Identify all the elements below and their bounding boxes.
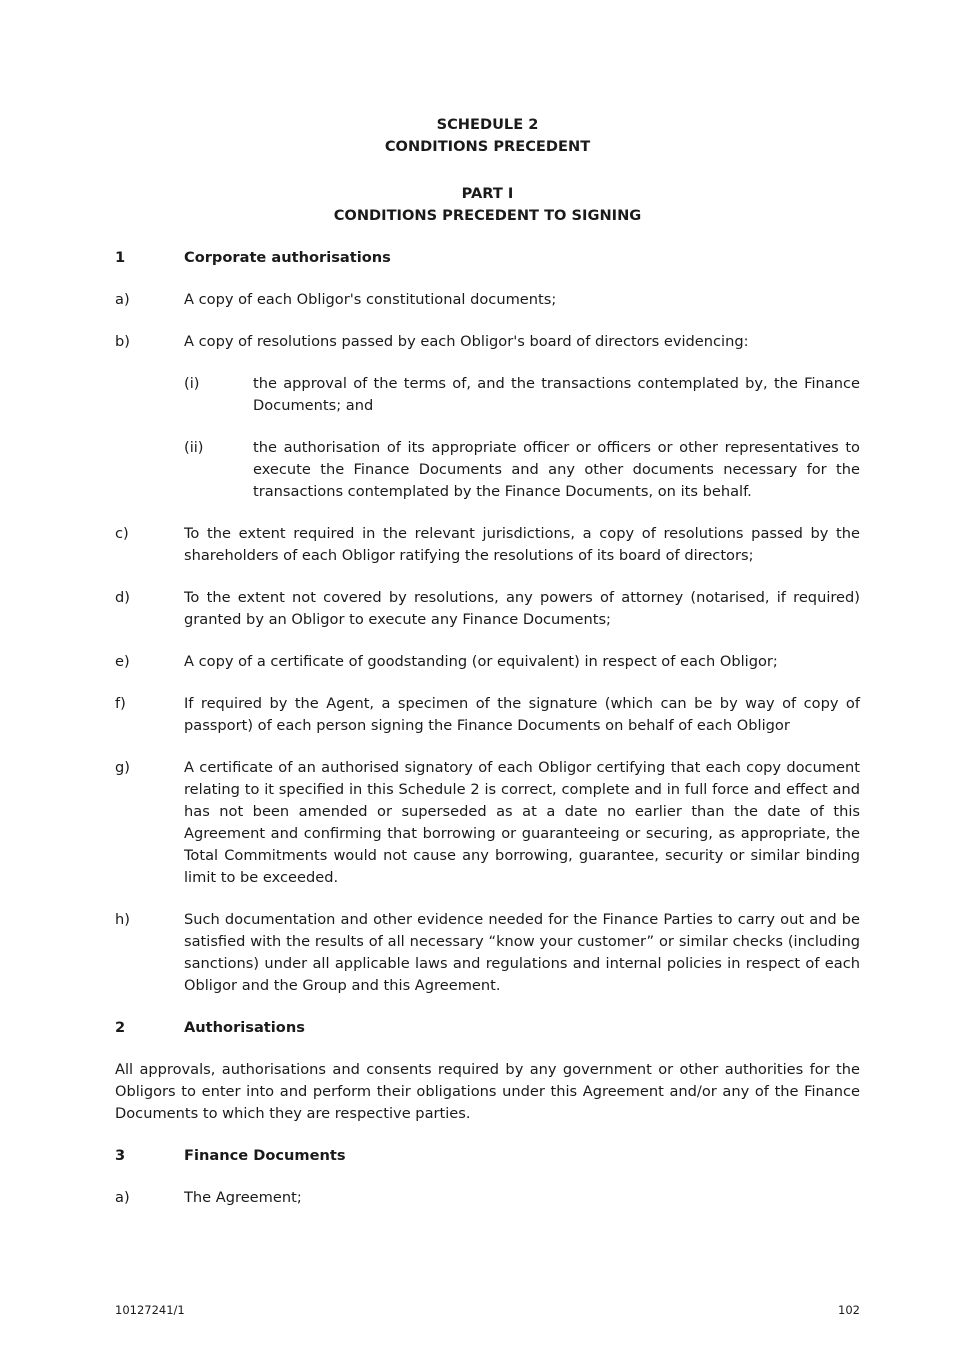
subclause-item — [184, 373, 860, 417]
section-number: 1 — [115, 249, 126, 266]
clause-label: a) — [115, 291, 130, 308]
subclause-label: (i) — [184, 375, 200, 392]
schedule-heading — [115, 114, 860, 158]
clause-item — [115, 289, 860, 311]
section-title: Corporate authorisations — [184, 249, 391, 266]
page-number: 102 — [838, 1303, 860, 1317]
section-paragraph: All approvals, authorisations and consents required by any government or other authorities for the Obligors to enter into and perform their obligations under this Agreement and/or any of the Finance Documents to which they are respective parties. — [115, 1061, 860, 1122]
clause-text: To the extent required in the relevant jurisdictions, a copy of resolutions passed by the shareholders of each Obligor ratifying the resolutions of its board of directors; — [184, 525, 860, 564]
clause-item — [115, 909, 860, 997]
clause-label: g) — [115, 759, 130, 776]
clause-text: A certificate of an authorised signatory of each Obligor certifying that each copy document relating to it specified in this Schedule 2 is correct, complete and in full force and effect and has not been amended or superseded as at a date no earlier than the date of this Agreement and confirming that borrowing or guaranteeing or securing, as appropriate, the Total Commitments would not cause any borrowing, guarantee, security or similar binding limit to be exceeded. — [184, 759, 860, 886]
clause-label: a) — [115, 1189, 130, 1206]
section-number: 3 — [115, 1147, 126, 1164]
section-heading-3 — [115, 1145, 860, 1167]
section-title: Finance Documents — [184, 1147, 346, 1164]
clause-item — [115, 523, 860, 567]
part-title: CONDITIONS PRECEDENT TO SIGNING — [333, 207, 642, 224]
document-page — [115, 114, 860, 1229]
section-number: 2 — [115, 1019, 126, 1036]
section-heading-1 — [115, 247, 860, 269]
clause-item — [115, 651, 860, 673]
schedule-number: SCHEDULE 2 — [436, 116, 539, 133]
section-heading-2 — [115, 1017, 860, 1039]
section-title: Authorisations — [184, 1019, 305, 1036]
subclause-label: (ii) — [184, 439, 204, 456]
subclause-item — [184, 437, 860, 503]
clause-item — [115, 587, 860, 631]
part-number: PART I — [461, 185, 514, 202]
clause-text: To the extent not covered by resolutions, any powers of attorney (notarised, if required) granted by an Obligor to execute any Finance Documents; — [184, 589, 860, 628]
clause-label: e) — [115, 653, 130, 670]
clause-text: A copy of a certificate of goodstanding (or equivalent) in respect of each Obligor; — [184, 653, 778, 670]
clause-label: h) — [115, 911, 130, 928]
clause-text: The Agreement; — [184, 1189, 302, 1206]
clause-label: f) — [115, 695, 126, 712]
part-heading — [115, 183, 860, 227]
schedule-title: CONDITIONS PRECEDENT — [384, 138, 591, 155]
clause-label: b) — [115, 333, 130, 350]
clause-text: If required by the Agent, a specimen of the signature (which can be by way of copy of passport) of each person signing the Finance Documents on behalf of each Obligor — [184, 695, 860, 734]
clause-label: c) — [115, 525, 129, 542]
clause-item — [115, 1187, 860, 1209]
subclause-text: the approval of the terms of, and the transactions contemplated by, the Finance Documents; and — [253, 375, 860, 414]
clause-item — [115, 757, 860, 889]
clause-label: d) — [115, 589, 130, 606]
document-reference: 10127241/1 — [115, 1303, 185, 1317]
clause-text: A copy of each Obligor's constitutional documents; — [184, 291, 557, 308]
clause-text: Such documentation and other evidence needed for the Finance Parties to carry out and be satisfied with the results of all necessary “know your customer” or similar checks (including sanctions) under all applicable laws and regulations and internal policies in respect of each Obligor and the Group and this Agreement. — [184, 911, 860, 994]
clause-item — [115, 693, 860, 737]
subclause-text: the authorisation of its appropriate officer or officers or other representatives to execute the Finance Documents and any other documents necessary for the transactions contemplated by the Finance Documents, on its behalf. — [253, 439, 860, 500]
clause-item — [115, 331, 860, 353]
clause-text: A copy of resolutions passed by each Obligor's board of directors evidencing: — [184, 333, 749, 350]
